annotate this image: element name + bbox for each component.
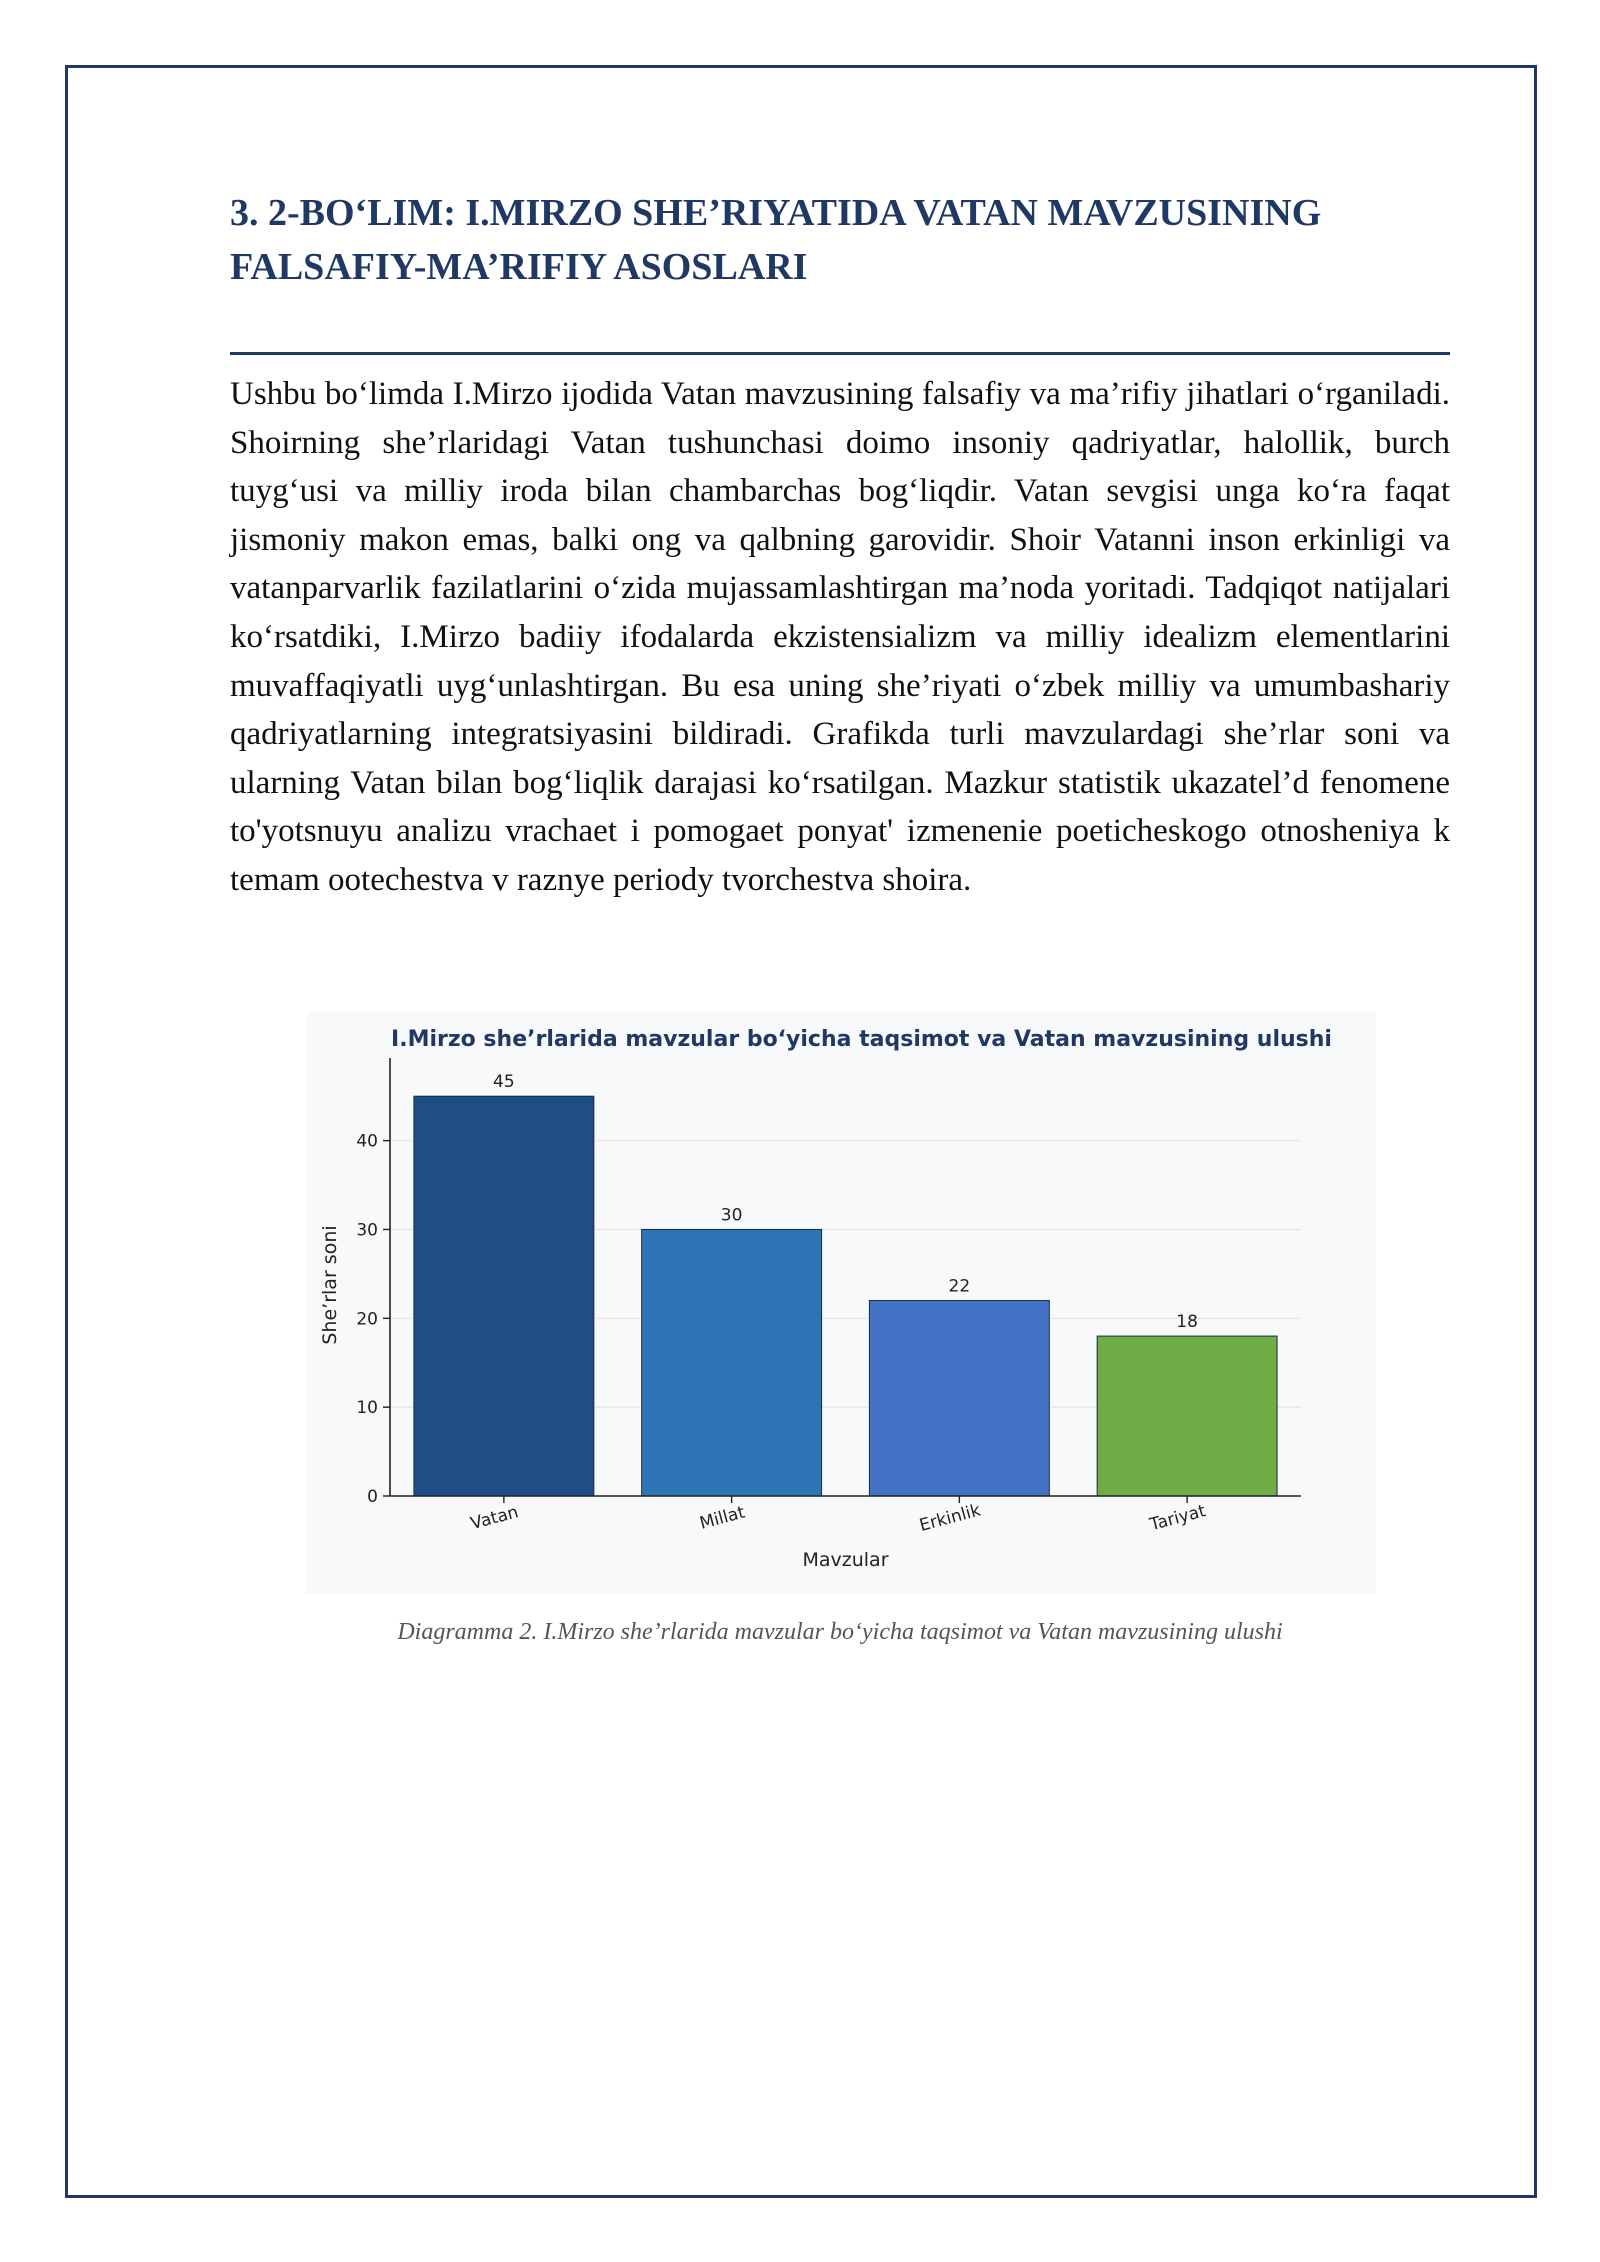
- bar-vatan: [414, 1096, 594, 1496]
- y-tick-label: 30: [356, 1220, 378, 1241]
- x-tick-label: Erkinlik: [917, 1500, 983, 1536]
- x-tick-label: Tariyat: [1147, 1501, 1208, 1536]
- y-tick-label: 0: [367, 1487, 378, 1507]
- bar-chart-svg: [306, 1012, 1376, 1594]
- bar-value-label: 45: [493, 1072, 515, 1093]
- heading-rule: [230, 352, 1450, 355]
- bar-chart: [306, 1012, 1376, 1594]
- chart-title: I.Mirzo she’rlarida mavzular bo‘yicha taqsimot va Vatan mavzusining ulushi: [391, 1027, 1332, 1052]
- body-paragraph: Ushbu bo‘limda I.Mirzo ijodida Vatan mavzusining falsafiy va ma’rifiy jihatlari o‘rganiladi. Shoirning she’rlaridagi Vatan tushunchasi doimo insoniy qadriyatlar, halollik, burch tuyg‘usi va milliy iroda bilan chambarchas bog‘liqdir. Vatan sevgisi unga ko‘ra faqat jismoniy makon emas, balki ong va qalbning garovidir. Shoir Vatanni inson erkinligi va vatanparvarlik fazilatlarini o‘zida mujassamlashtirgan ma’noda yoritadi. Tadqiqot natijalari ko‘rsatdiki, I.Mirzo badiiy ifodalarda ekzistensializm va milliy idealizm elementlarini muvaffaqiyatli uyg‘unlashtirgan. Bu esa uning she’riyati o‘zbek milliy va umumbashariy qadriyatlarning integratsiyasini bildiradi. Grafikda turli mavzulardagi she’rlar soni va ularning Vatan bilan bog‘liqlik darajasi ko‘rsatilgan. Mazkur statistik ukazatel’d fenomene to'yotsnuyu analizu vrachaet i pomogaet ponyat' izmenenie poeticheskogo otnosheniya k temam ootechestva v raznye periody tvorchestva shoira.: [230, 376, 1450, 898]
- x-tick-label: Millat: [697, 1502, 748, 1534]
- bar-value-label: 18: [1176, 1312, 1198, 1333]
- y-axis-label: She’rlar soni: [319, 1225, 341, 1345]
- bar-value-label: 22: [948, 1276, 971, 1297]
- bar-erkinlik: [869, 1301, 1049, 1496]
- bar-value-label: 30: [720, 1205, 743, 1226]
- x-axis-label: Mavzular: [802, 1549, 889, 1571]
- figure-caption: Diagramma 2. I.Mirzo she’rlarida mavzular bo‘yicha taqsimot va Vatan mavzusining ulushi: [397, 1619, 1283, 1645]
- y-tick-label: 10: [356, 1398, 378, 1419]
- y-tick-label: 20: [356, 1309, 378, 1330]
- bar-tariyat: [1097, 1336, 1277, 1496]
- bar-millat: [642, 1229, 822, 1496]
- x-tick-label: Vatan: [468, 1502, 521, 1535]
- y-tick-label: 40: [356, 1131, 378, 1152]
- section-heading: 3. 2-BO‘LIM: I.MIRZO SHE’RIYATIDA VATAN MAVZUSINING FALSAFIY-MA’RIFIY ASOSLARI: [230, 192, 1322, 288]
